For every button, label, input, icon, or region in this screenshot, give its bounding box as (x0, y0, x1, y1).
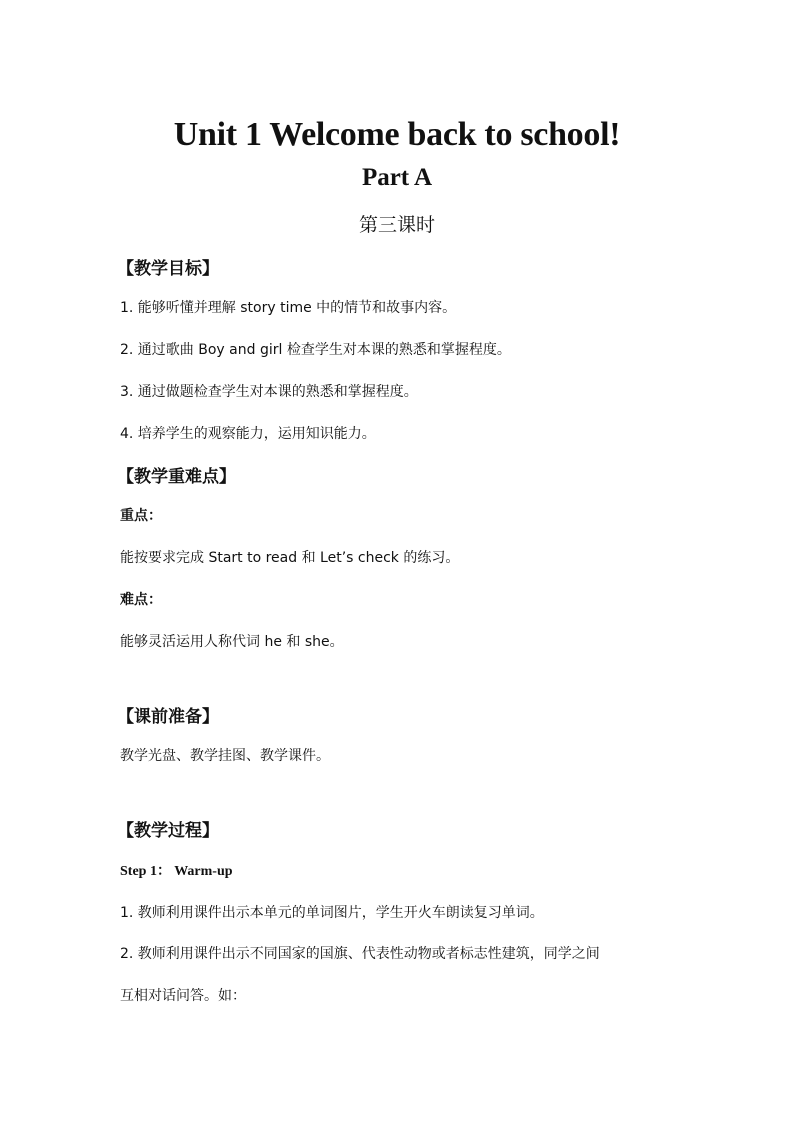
objectives-heading: 【教学目标】 (117, 259, 219, 279)
process-item-1: 1. 教师利用课件出示本单元的单词图片，学生开火车朗读复习单词。 (120, 905, 544, 921)
key-points-heading: 【教学重难点】 (117, 467, 236, 487)
key-point-text: 能按要求完成 Start to read 和 Let’s check 的练习。 (120, 550, 460, 566)
objective-item-2: 2. 通过歌曲 Boy and girl 检查学生对本课的熟悉和掌握程度。 (120, 342, 511, 358)
difficult-point-label: 难点： (120, 592, 162, 608)
difficult-point-text: 能够灵活运用人称代词 he 和 she。 (120, 634, 344, 650)
step-1-label: Step 1： Warm-up (120, 864, 233, 879)
document-title: Unit 1 Welcome back to school! (173, 116, 621, 153)
part-subtitle: Part A (361, 164, 433, 191)
preparation-heading: 【课前准备】 (117, 707, 219, 727)
process-item-2: 2. 教师利用课件出示不同国家的国旗、代表性动物或者标志性建筑，同学之间 (120, 946, 600, 962)
process-item-2-continued: 互相对话问答。如： (120, 988, 246, 1004)
process-heading: 【教学过程】 (117, 821, 219, 841)
objective-item-1: 1. 能够听懂并理解 story time 中的情节和故事内容。 (120, 300, 457, 316)
lesson-label: 第三课时 (358, 214, 435, 236)
objective-item-4: 4. 培养学生的观察能力，运用知识能力。 (120, 426, 376, 442)
key-point-label: 重点： (120, 508, 162, 524)
objective-item-3: 3. 通过做题检查学生对本课的熟悉和掌握程度。 (120, 384, 418, 400)
preparation-text: 教学光盘、教学挂图、教学课件。 (120, 748, 330, 764)
